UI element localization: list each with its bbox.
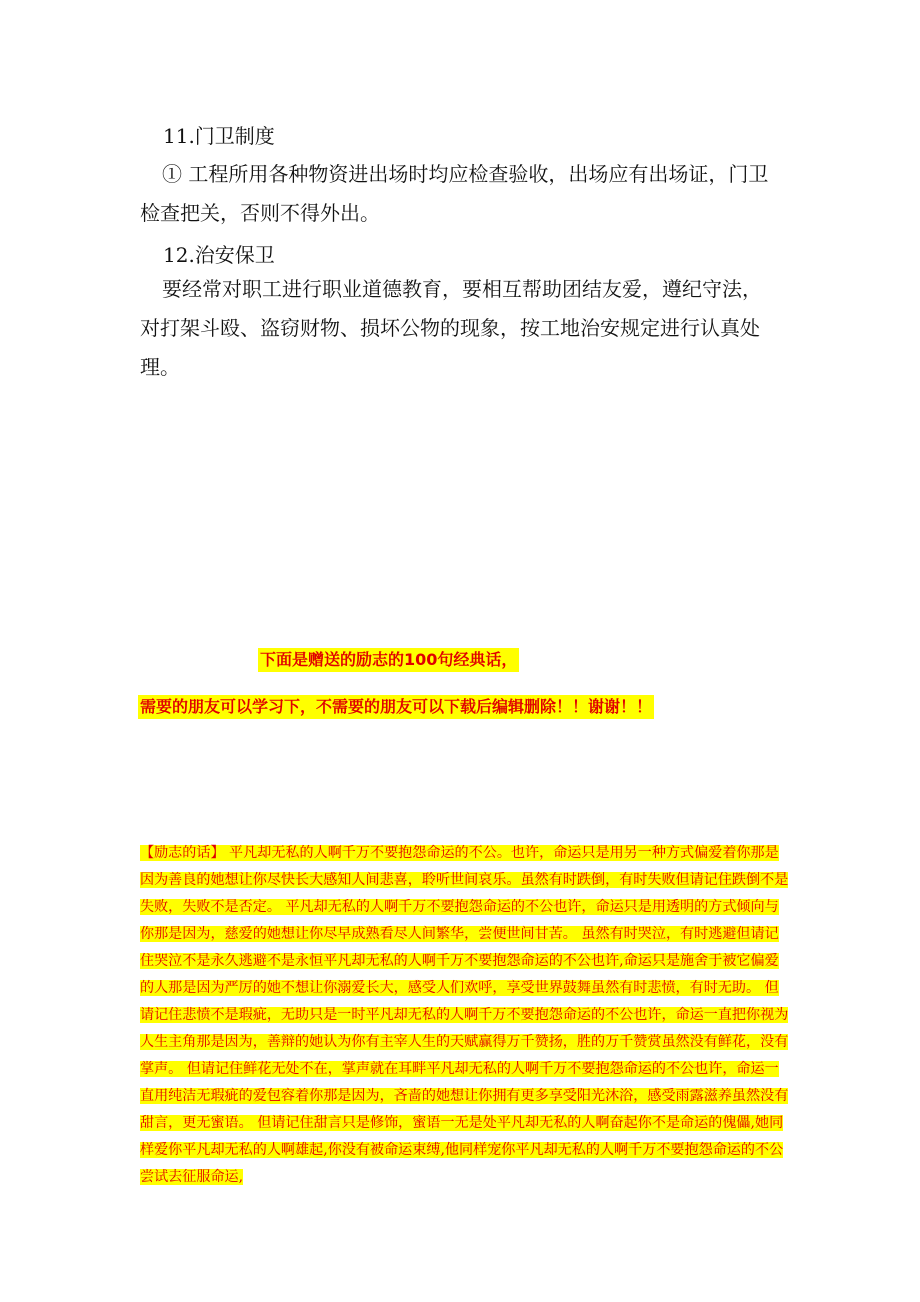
notice-line-1: 下面是赠送的励志的100句经典话， [258,648,519,672]
section-12-title: 12.治安保卫 [163,243,275,267]
section-12-paragraph: 要经常对职工进行职业道德教育，要相互帮助团结友爱，遵纪守法，对打架斗殴、盗窃财物、损坏公物的现象，按工地治安规定进行认真处理。 [140,277,762,379]
section-11-title: 11.门卫制度 [163,124,275,148]
motto-text: 【励志的话】 平凡却无私的人啊千万不要抱怨命运的不公。也许，命运只是用另一种方式偏爱着你那是因为善良的她想让你尽快长大感知人间悲喜，聆听世间哀乐。虽然有时跌倒，有时失败但请记住跌倒不是失败，失败不是否定。 平凡却无私的人啊千万不要抱怨命运的不公也许，命运只是用透明的方式倾向与你那是因为，慈爱的她想让你尽早成熟看尽人间繁华，尝便世间甘苦。 虽然有时哭泣，有时逃避但请记住哭泣不是永久逃避不是永恒平凡却无私的人啊千万不要抱怨命运的不公也许,命运只是施舍于被它偏爱的人那是因为严厉的她不想让你溺爱长大，感受人们欢呼，享受世界鼓舞虽然有时悲愤，有时无助。 但请记住悲愤不是瑕疵，无助只是一时平凡却无私的人啊千万不要抱怨命运的不公也许，命运一直把你视为人生主角那是因为，善辩的她认为你有主宰人生的天赋赢得万千赞扬，胜的万千赞赏虽然没有鲜花，没有掌声。 但请记住鲜花无处不在，掌声就在耳畔平凡却无私的人啊千万不要抱怨命运的不公也许，命运一直用纯洁无瑕疵的爱包容着你那是因为，吝啬的她想让你拥有更多享受阳光沐浴，感受雨露滋养虽然没有甜言，更无蜜语。 但请记住甜言只是修饰，蜜语一无是处平凡却无私的人啊奋起你不是命运的傀儡,她同样爱你平凡却无私的人啊雄起,你没有被命运束缚,他同样宠你平凡却无私的人啊千万不要抱怨命运的不公尝试去征服命运, [140,845,789,1185]
notice-line-2: 需要的朋友可以学习下，不需要的朋友可以下载后编辑删除！！谢谢！！ [138,695,654,719]
motto-block [140,840,790,1191]
section-11-paragraph: ① 工程所用各种物资进出场时均应检查验收，出场应有出场证，门卫检查把关，否则不得外出。 [140,162,769,225]
section-12-body [140,270,780,387]
section-11-body [140,155,780,233]
